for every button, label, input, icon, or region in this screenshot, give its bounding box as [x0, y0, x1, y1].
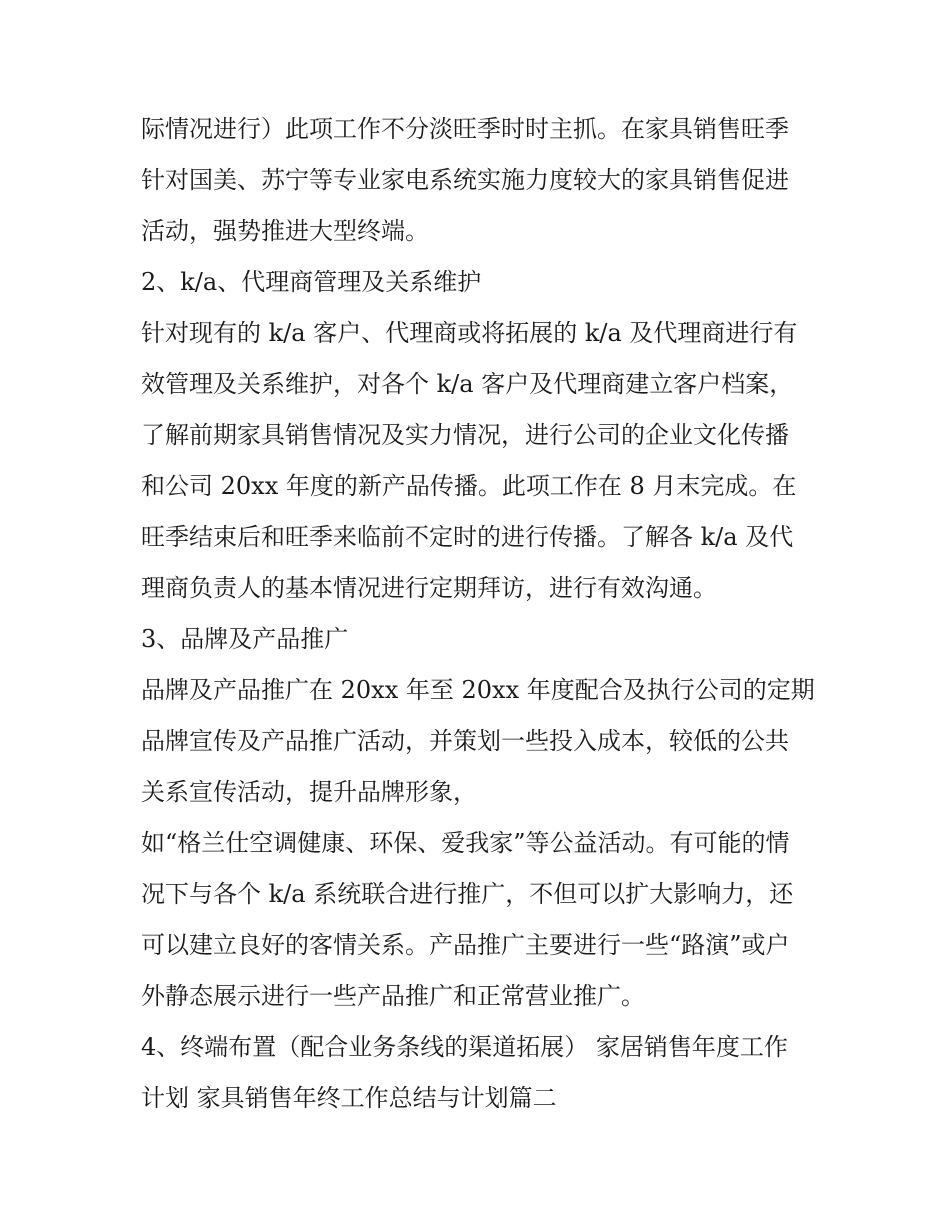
- section-heading-4: 4、终端布置（配合业务条线的渠道拓展） 家居销售年度工作: [141, 1033, 788, 1061]
- text-line: 计划 家具销售年终工作总结与计划篇二: [141, 1084, 557, 1112]
- text-line: 针对现有的 k/a 客户、代理商或将拓展的 k/a 及代理商进行有: [141, 319, 798, 347]
- text-line: 针对国美、苏宁等专业家电系统实施力度较大的家具销售促进: [141, 166, 789, 194]
- text-line: 外静态展示进行一些产品推广和正常营业推广。: [141, 982, 645, 1010]
- text-line: 理商负责人的基本情况进行定期拜访，进行有效沟通。: [141, 574, 717, 602]
- text-line: 效管理及关系维护，对各个 k/a 客户及代理商建立客户档案，: [141, 370, 794, 398]
- text-line: 关系宣传活动，提升品牌形象，: [141, 778, 477, 806]
- text-line: 品牌及产品推广在 20xx 年至 20xx 年度配合及执行公司的定期: [141, 676, 815, 704]
- document-body: [141, 104, 841, 1124]
- text-line: 如“格兰仕空调健康、环保、爱我家”等公益活动。有可能的情: [141, 829, 790, 857]
- text-line: 和公司 20xx 年度的新产品传播。此项工作在 8 月末完成。在: [141, 472, 797, 500]
- section-heading-2: 2、k/a、代理商管理及关系维护: [141, 268, 482, 296]
- text-line: 旺季结束后和旺季来临前不定时的进行传播。了解各 k/a 及代: [141, 523, 794, 551]
- section-heading-3: 3、品牌及产品推广: [141, 625, 349, 653]
- text-line: 了解前期家具销售情况及实力情况，进行公司的企业文化传播: [141, 421, 789, 449]
- text-line: 可以建立良好的客情关系。产品推广主要进行一些“路演”或户: [141, 931, 790, 959]
- text-line: 况下与各个 k/a 系统联合进行推广，不但可以扩大影响力，还: [141, 880, 794, 908]
- text-line: 际情况进行）此项工作不分淡旺季时时主抓。在家具销售旺季: [141, 115, 789, 143]
- text-line: 活动，强势推进大型终端。: [141, 217, 429, 245]
- text-line: 品牌宣传及产品推广活动，并策划一些投入成本，较低的公共: [141, 727, 789, 755]
